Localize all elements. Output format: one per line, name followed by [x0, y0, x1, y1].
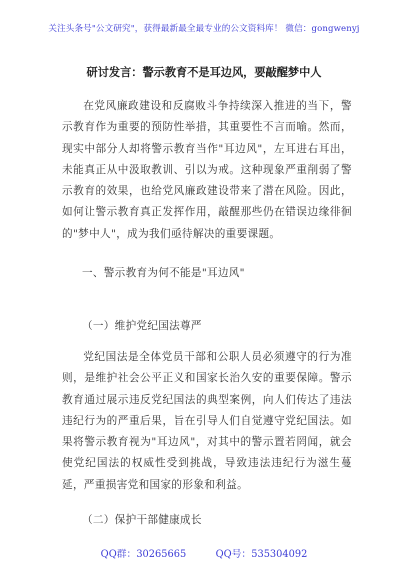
paragraph-intro: 在党风廉政建设和反腐败斗争持续深入推进的当下，警示教育作为重要的预防性举措，其重要性不言而喻。然而，现实中部分人却将警示教育当作"耳边风"，左耳进右耳出，未能真正从中汲取教训、引以为戒。这种现象严重削弱了警示教育的效果，也给党风廉政建设带来了潜在风险。因此，如何让警示教育真正发挥作用，敲醒那些仍在错误边缘徘徊的"梦中人"，成为我们亟待解决的重要课题。 — [62, 100, 352, 240]
footer-contact-text: QQ群：30265665 QQ号：535304092 — [100, 549, 308, 560]
subsection-heading-2: （二）保护干部健康成长 — [82, 514, 202, 526]
section-heading-1: 一、警示教育为何不能是"耳边风" — [82, 267, 245, 279]
subsection-heading-1: （一）维护党纪国法尊严 — [82, 320, 202, 332]
paragraph-party-discipline: 党纪国法是全体党员干部和公职人员必须遵守的行为准则，是维护社会公平正义和国家长治久安的重要保障。警示教育通过展示违反党纪国法的典型案例，向人们传达了违法违纪行为的严重后果，旨在引导人们自觉遵守党纪国法。如果将警示教育视为"耳边风"，对其中的警示置若罔闻，就会使党纪国法的权威性受到挑战，导致违法违纪行为滋生蔓延，严重损害党和国家的形象和利益。 — [62, 351, 352, 491]
document-title: 研讨发言：警示教育不是耳边风，要敲醒梦中人 — [86, 65, 322, 79]
header-promo-text: 关注头条号"公文研究"，获得最新最全最专业的公文资料库！ 微信：gongwenyj — [48, 24, 360, 34]
